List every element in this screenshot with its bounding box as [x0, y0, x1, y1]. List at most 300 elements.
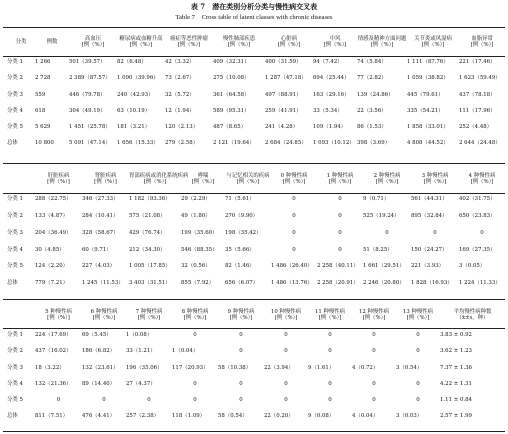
column-header-label: 1 种慢性病	[326, 172, 354, 179]
table-cell: 30（4.85）	[35, 246, 65, 253]
table-cell: 2 246（20.80）	[363, 280, 405, 287]
table-cell: 1 451（25.78）	[69, 124, 111, 131]
table-cell: 0	[416, 397, 420, 404]
column-header-unit: [例（%）]	[328, 179, 352, 185]
row-label: 分类 4	[7, 246, 23, 253]
table-cell: 58（10.38）	[218, 364, 252, 371]
table-cell: 58（0.54）	[218, 413, 248, 420]
table-cell: 4（0.72）	[352, 364, 379, 371]
table-cell: 0	[292, 196, 296, 203]
table-cell: 22（3.94）	[264, 364, 294, 371]
header-row	[3, 30, 505, 54]
table-cell: 288（22.75）	[35, 196, 72, 203]
table-row	[3, 376, 505, 392]
column-header-label: 心脏病	[280, 35, 298, 42]
column-header-unit: [例（%）]	[94, 179, 117, 185]
table-cell: 559	[35, 91, 46, 98]
table-cell: 0	[239, 331, 243, 338]
column-header	[3, 167, 35, 191]
table-cell: 0	[292, 212, 296, 219]
table-cell: 402（31.75）	[459, 196, 496, 203]
column-header	[357, 30, 407, 54]
table-cell: 27（4.37）	[126, 380, 156, 387]
column-header-unit: （x̄±s，种）	[456, 315, 489, 321]
table-cell: 1 005（17.85）	[129, 263, 171, 270]
column-header	[440, 303, 505, 327]
column-header-label: 3 种慢性病	[421, 172, 449, 179]
column-header-unit: [例（%）]	[375, 179, 399, 185]
column-header	[264, 303, 308, 327]
table-row	[3, 241, 505, 258]
column-header-label: 7 种慢性病	[135, 308, 163, 315]
table-cell: 49（1.80）	[181, 212, 211, 219]
table-cell: 0	[338, 196, 342, 203]
table-cell: 0	[416, 348, 420, 355]
table-cell: 855（7.92）	[181, 280, 215, 287]
table-cell: 589（95.31）	[213, 107, 250, 114]
table-cell: 0	[193, 331, 197, 338]
table-cell: 1 266	[35, 58, 51, 65]
row-label: 分类 5	[7, 124, 23, 131]
column-header	[3, 30, 35, 54]
table-cell: 259（41.91）	[265, 107, 302, 114]
column-header-label: 胃部疾病或消化系统疾病	[129, 172, 189, 179]
table-cell: 1 182（93.36）	[129, 196, 171, 203]
table-cell: 275（10.08）	[213, 75, 250, 82]
table-caption-zh: 表 7 潜在类别分析分类与慢性病交叉表	[190, 2, 318, 11]
table-cell: 240（42.93）	[117, 91, 154, 98]
header-rule	[3, 56, 505, 57]
column-header-unit: [例（%）]	[229, 315, 253, 321]
table-cell: 22（3.56）	[357, 107, 387, 114]
table-cell: 575（21.08）	[129, 212, 166, 219]
table-cell: 409（32.31）	[213, 58, 250, 65]
table-row	[3, 70, 505, 86]
table-cell: 1 245（11.53）	[82, 280, 124, 287]
table-row	[3, 119, 505, 135]
table-caption-en: Table 7 Cross table of latent classes with chronic diseases	[175, 14, 333, 21]
table-cell: 0	[284, 348, 288, 355]
table-row	[3, 225, 505, 242]
column-header-unit: [例（%）]	[143, 179, 167, 185]
column-header	[165, 30, 213, 54]
column-header-unit: [例（%）]	[137, 315, 161, 321]
table-cell: 118（1.09）	[172, 413, 206, 420]
column-header-unit: [例（%）]	[423, 179, 447, 185]
table-cell: 2.57 ± 1.99	[440, 413, 472, 420]
table-cell: 74（5.84）	[357, 58, 387, 65]
table-cell: 2 389（87.57）	[69, 75, 111, 82]
column-header-unit: [例（%）]	[92, 315, 116, 321]
table-cell: 204（36.49）	[35, 229, 72, 236]
column-header-label: 例数	[46, 38, 58, 45]
table-cell: 3.83 ± 0.92	[440, 331, 472, 338]
column-header-label: 血脂异常	[471, 35, 493, 42]
table-section-2	[3, 167, 505, 292]
table-cell: 169（27.35）	[459, 246, 496, 253]
column-header-label: 肝脏疾病	[47, 172, 70, 179]
row-label: 分类 5	[7, 397, 23, 404]
table-cell: 2 258（40.11）	[317, 263, 359, 270]
header-rule	[3, 193, 505, 194]
column-header-label: 10 种慢性病	[270, 308, 302, 315]
column-header	[126, 303, 172, 327]
table-row	[3, 87, 505, 103]
table-cell: 779（7.21）	[35, 280, 69, 287]
column-header-unit: [例（%）]	[470, 42, 494, 48]
table-cell: 487（8.65）	[213, 124, 247, 131]
table-cell: 94（7.42）	[313, 58, 343, 65]
row-label: 总体	[7, 140, 18, 147]
column-header	[225, 167, 271, 191]
table-cell: 445（79.61）	[407, 91, 444, 98]
top-rule	[3, 27, 505, 28]
table-row	[3, 408, 505, 424]
column-header-label: 4 种慢性病	[468, 172, 496, 179]
table-cell: 120（2.13）	[165, 124, 199, 131]
table-cell: 71（5.61）	[225, 196, 255, 203]
column-header-unit: [例（%）]	[274, 315, 298, 321]
table-cell: 0	[292, 246, 296, 253]
table-cell: 361（64.58）	[213, 91, 250, 98]
column-header	[82, 167, 129, 191]
column-header-unit: [例（%）]	[129, 42, 153, 48]
table-cell: 335（54.21）	[407, 107, 444, 114]
table-cell: 1 486（26.40）	[271, 263, 313, 270]
column-header	[271, 167, 317, 191]
table-cell: 1 287（47.18）	[265, 75, 307, 82]
table-cell: 199（35.60）	[181, 229, 218, 236]
table-cell: 656（6.07）	[225, 280, 259, 287]
table-cell: 111（17.96）	[459, 107, 496, 114]
table-cell: 3.62 ± 1.23	[440, 348, 472, 355]
table-cell: 181（3.21）	[117, 124, 151, 131]
table-row	[3, 208, 505, 225]
row-label: 分类 4	[7, 107, 23, 114]
table-cell: 0	[338, 246, 342, 253]
column-header-unit: [例（%）]	[227, 42, 251, 48]
table-cell: 1 111（87.76）	[407, 58, 449, 65]
table-cell: 3（0.54）	[396, 364, 423, 371]
column-header	[172, 303, 218, 327]
header-rule	[3, 328, 505, 329]
table-cell: 18（3.22）	[35, 364, 65, 371]
table-cell: 0	[284, 331, 288, 338]
table-cell: 0	[56, 397, 61, 404]
table-cell: 0	[102, 397, 106, 404]
column-header-unit: [例（%）]	[318, 315, 342, 321]
table-cell: 694（25.44）	[313, 75, 350, 82]
table-cell: 5 629	[35, 124, 51, 131]
table-cell: 117（20.93）	[172, 364, 209, 371]
table-cell: 0	[372, 348, 376, 355]
table-cell: 3（0.05）	[459, 263, 486, 270]
table-cell: 0	[385, 229, 389, 236]
table-cell: 221（17.46）	[459, 58, 496, 65]
table-cell: 73（2.67）	[165, 75, 195, 82]
table-cell: 1 486（13.76）	[271, 280, 313, 287]
table-cell: 437（16.02）	[35, 348, 72, 355]
column-header-unit: [例（%）]	[282, 179, 306, 185]
table-cell: 60（9.71）	[82, 246, 112, 253]
table-cell: 1 224（11.33）	[459, 280, 501, 287]
table-cell: 227（4.03）	[82, 263, 116, 270]
table-cell: 32（0.56）	[181, 263, 211, 270]
table-cell: 4（0.04）	[352, 413, 379, 420]
header-row	[3, 167, 505, 191]
table-cell: 2 644（24.48）	[459, 140, 501, 147]
table-cell: 429（76.74）	[129, 229, 166, 236]
table-cell: 109（1.94）	[313, 124, 347, 131]
table-row	[3, 327, 505, 343]
table-cell: 86（1.53）	[357, 124, 387, 131]
column-header	[396, 303, 440, 327]
column-header-unit: [例（%）]	[406, 315, 430, 321]
table-cell: 22（0.20）	[264, 413, 294, 420]
row-label: 分类 4	[7, 380, 23, 387]
table-cell: 9（0.71）	[363, 196, 390, 203]
table-cell: 4.22 ± 1.31	[440, 380, 472, 387]
column-header	[313, 30, 357, 54]
table-cell: 33（5.34）	[313, 107, 343, 114]
table-cell: 241（4.28）	[265, 124, 299, 131]
column-header	[117, 30, 165, 54]
table-cell: 501（39.57）	[69, 58, 106, 65]
column-header-unit: [例（%）]	[470, 179, 494, 185]
table-cell: 895（32.84）	[411, 212, 448, 219]
column-header-label: 分类	[15, 38, 27, 45]
column-header-label: 情感及精神方面问题	[357, 35, 407, 42]
table-cell: 0	[480, 229, 484, 236]
table-cell: 270（9.90）	[225, 212, 259, 219]
column-header-label: 慢性肺部疾患	[222, 35, 256, 42]
table-cell: 63（10.19）	[117, 107, 151, 114]
table-cell: 0	[433, 229, 437, 236]
table-cell: 7.37 ± 1.36	[440, 364, 472, 371]
table-cell: 346（27.33）	[82, 196, 119, 203]
table-cell: 33（1.21）	[126, 348, 156, 355]
column-header-unit: [例（%）]	[183, 315, 207, 321]
table-cell: 1 059（38.82）	[407, 75, 449, 82]
row-label: 分类 2	[7, 212, 23, 219]
table-cell: 328（58.67）	[82, 229, 119, 236]
column-header-label: 中风	[329, 35, 341, 42]
table-cell: 0	[292, 229, 296, 236]
column-header	[35, 30, 69, 54]
table-cell: 139（24.86）	[357, 91, 394, 98]
column-header-unit: [例（%）]	[370, 42, 394, 48]
table-cell: 2 258（20.91）	[317, 280, 359, 287]
table-cell: 186（6.82）	[82, 348, 116, 355]
table-cell: 2 728	[35, 75, 51, 82]
table-cell: 437（78.18）	[459, 91, 496, 98]
column-header-label: 6 种慢性病	[90, 308, 118, 315]
table-cell: 546（88.35）	[181, 246, 218, 253]
table-row	[3, 103, 505, 119]
table-cell: 0	[284, 380, 288, 387]
table-cell: 221（3.93）	[411, 263, 445, 270]
column-header	[213, 30, 265, 54]
row-label: 总体	[7, 280, 18, 287]
table-row	[3, 275, 505, 292]
table-cell: 257（2.38）	[126, 413, 160, 420]
table-cell: 0	[239, 397, 243, 404]
column-header-label: 与记忆相关的疾病	[226, 172, 270, 179]
table-cell: 51（8.25）	[363, 246, 393, 253]
table-row	[3, 343, 505, 359]
table-row	[3, 392, 505, 408]
table-cell: 252（4.48）	[459, 124, 493, 131]
table-cell: 3 403（31.51）	[129, 280, 171, 287]
table-cell: 0	[328, 348, 332, 355]
column-header	[459, 167, 505, 191]
table-cell: 198（35.42）	[225, 229, 262, 236]
row-label: 分类 5	[7, 263, 23, 270]
column-header-unit: [例（%）]	[421, 42, 445, 48]
table-cell: 1 623（59.49）	[459, 75, 501, 82]
table-cell: 446（79.78）	[69, 91, 106, 98]
column-header	[69, 30, 117, 54]
header-row	[3, 303, 505, 327]
column-header-unit: [例（%）]	[191, 179, 215, 185]
table-cell: 82（1.46）	[225, 263, 255, 270]
column-header-label: 哮喘	[197, 172, 209, 179]
table-cell: 525（19.24）	[363, 212, 400, 219]
column-header-unit: [例（%）]	[47, 179, 70, 185]
table-cell: 5 091（47.14）	[69, 140, 111, 147]
table-cell: 1（0.08）	[126, 331, 153, 338]
bottom-rule	[3, 431, 505, 432]
table-cell: 89（14.40）	[82, 380, 116, 387]
table-cell: 224（17.69）	[35, 331, 72, 338]
row-label: 分类 3	[7, 91, 23, 98]
column-header-unit: [例（%）]	[277, 42, 301, 48]
column-header-label: 关节炎或风湿病	[414, 35, 452, 42]
column-header-label: 糖尿病或血糖升高	[119, 35, 163, 42]
column-header	[407, 30, 459, 54]
column-header	[363, 167, 411, 191]
row-label: 分类 1	[7, 331, 23, 338]
table-section-3	[3, 303, 505, 425]
table-cell: 1.11 ± 0.84	[440, 397, 472, 404]
table-cell: 0	[328, 331, 332, 338]
column-header-unit: [例（%）]	[362, 315, 386, 321]
table-cell: 82（6.48）	[117, 58, 147, 65]
table-cell: 1 093（10.12）	[313, 140, 355, 147]
table-cell: 1 656（15.33）	[117, 140, 159, 147]
row-label: 分类 1	[7, 196, 23, 203]
column-header	[35, 167, 82, 191]
table-cell: 69（5.45）	[82, 331, 112, 338]
row-label: 总体	[7, 413, 18, 420]
table-cell: 0	[416, 380, 420, 387]
table-cell: 497（88.91）	[265, 91, 302, 98]
table-cell: 1 858（33.01）	[407, 124, 449, 131]
table-cell: 9（1.61）	[308, 364, 335, 371]
table-cell: 304（49.19）	[69, 107, 106, 114]
column-header-label: 13 种慢性病	[402, 308, 434, 315]
row-label: 分类 3	[7, 229, 23, 236]
table-cell: 0	[193, 397, 197, 404]
table-cell: 29（2.29）	[181, 196, 211, 203]
table-cell: 0	[147, 397, 151, 404]
table-cell: 0	[239, 348, 243, 355]
table-cell: 124（2.20）	[35, 263, 69, 270]
column-header	[459, 30, 505, 54]
table-cell: 1 090（39.96）	[117, 75, 159, 82]
table-cell: 618	[35, 107, 46, 114]
table-cell: 2 684（24.85）	[265, 140, 307, 147]
column-header-unit: [例（%）]	[177, 42, 201, 48]
table-row	[3, 258, 505, 275]
table-cell: 0	[193, 380, 197, 387]
table-cell: 0	[416, 331, 420, 338]
column-header	[181, 167, 225, 191]
table-cell: 0	[338, 229, 342, 236]
table-cell: 132（21.36）	[35, 380, 72, 387]
table-cell: 398（3.69）	[357, 140, 391, 147]
column-header-label: 11 种慢性病	[314, 308, 346, 315]
column-header-label: 8 种慢性病	[181, 308, 209, 315]
column-header	[265, 30, 313, 54]
column-header-label: 癌症等恶性肿瘤	[170, 35, 208, 42]
table-cell: 1（0.04）	[172, 348, 199, 355]
column-header-label: 2 种慢性病	[373, 172, 401, 179]
table-cell: 0	[239, 380, 243, 387]
column-header	[411, 167, 459, 191]
column-header-label: 高血压	[84, 35, 102, 42]
table-cell: 32（5.72）	[165, 91, 195, 98]
column-header	[308, 303, 352, 327]
table-cell: 77（2.82）	[357, 75, 387, 82]
row-label: 分类 2	[7, 75, 23, 82]
column-header	[3, 303, 35, 327]
table-cell: 1 661（29.51）	[363, 263, 405, 270]
table-cell: 650（23.83）	[459, 212, 496, 219]
column-header-label: 0 种慢性病	[280, 172, 308, 179]
table-cell: 279（2.58）	[165, 140, 199, 147]
row-label: 分类 3	[7, 364, 23, 371]
table-cell: 0	[328, 380, 332, 387]
table-cell: 4 808（44.52）	[407, 140, 449, 147]
table-row	[3, 360, 505, 376]
table-cell: 0	[284, 397, 288, 404]
column-header-label: 肾脏疾病	[94, 172, 117, 179]
table-cell: 212（34.30）	[129, 246, 166, 253]
table-cell: 0	[328, 397, 332, 404]
table-cell: 0	[338, 212, 342, 219]
table-cell: 1 828（16.93）	[411, 280, 453, 287]
column-header-label: 5 种慢性病	[45, 308, 72, 315]
column-header-unit: [例（%）]	[236, 179, 260, 185]
table-cell: 561（44.31）	[411, 196, 448, 203]
column-header	[352, 303, 396, 327]
table-cell: 0	[372, 331, 376, 338]
section-rule	[3, 299, 505, 300]
table-cell: 12（1.94）	[165, 107, 195, 114]
column-header	[317, 167, 363, 191]
table-section-1	[3, 30, 505, 152]
column-header	[35, 303, 82, 327]
table-cell: 9（0.08）	[308, 413, 335, 420]
column-header-label: 9 种慢性病	[227, 308, 255, 315]
table-cell: 811（7.51）	[35, 413, 69, 420]
table-cell: 476（4.41）	[82, 413, 116, 420]
table-cell: 35（5.66）	[225, 246, 255, 253]
table-cell: 10 800	[35, 140, 54, 147]
column-header-unit: [例（%）]	[323, 42, 347, 48]
row-label: 分类 1	[7, 58, 23, 65]
